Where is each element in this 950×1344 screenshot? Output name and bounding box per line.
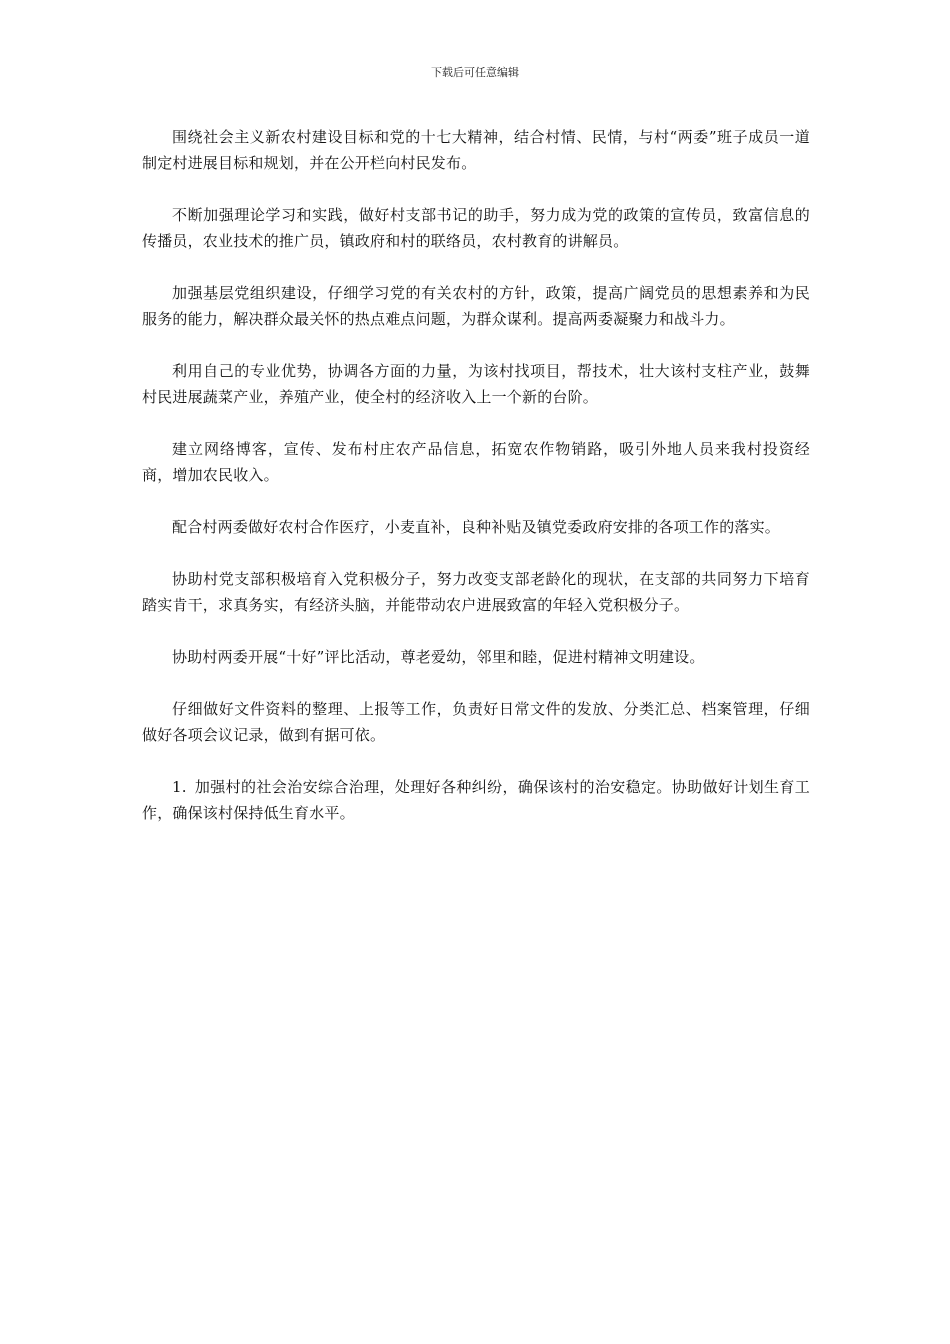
document-body — [142, 124, 810, 852]
paragraph: 协助村两委开展“十好”评比活动，尊老爱幼，邻里和睦，促进村精神文明建设。 — [172, 648, 705, 666]
numbered-paragraph — [142, 774, 810, 826]
paragraph: 仔细做好文件资料的整理、上报等工作，负责好日常文件的发放、分类汇总、档案管理，仔细做好各项会议记录，做到有据可依。 — [142, 700, 810, 744]
header-note: 下载后可任意编辑 — [431, 66, 519, 79]
paragraph: 加强基层党组织建设，仔细学习党的有关农村的方针，政策，提高广阔党员的思想素养和为民服务的能力，解决群众最关怀的热点难点问题，为群众谋利。提高两委凝聚力和战斗力。 — [142, 284, 810, 328]
paragraph: 协助村党支部积极培育入党积极分子，努力改变支部老龄化的现状，在支部的共同努力下培育踏实肯干，求真务实，有经济头脑，并能带动农户进展致富的年轻入党积极分子。 — [142, 570, 810, 614]
paragraph: 建立网络博客，宣传、发布村庄农产品信息，拓宽农作物销路，吸引外地人员来我村投资经商，增加农民收入。 — [142, 440, 810, 484]
paragraph: 围绕社会主义新农村建设目标和党的十七大精神，结合村情、民情，与村“两委”班子成员一道制定村进展目标和规划，并在公开栏向村民发布。 — [142, 128, 810, 172]
numbered-paragraph-text: 加强村的社会治安综合治理，处理好各种纠纷，确保该村的治安稳定。协助做好计划生育工作，确保该村保持低生育水平。 — [142, 778, 810, 822]
paragraph: 利用自己的专业优势，协调各方面的力量，为该村找项目，帮技术，壮大该村支柱产业，鼓舞村民进展蔬菜产业，养殖产业，使全村的经济收入上一个新的台阶。 — [142, 362, 810, 406]
paragraph: 不断加强理论学习和实践，做好村支部书记的助手，努力成为党的政策的宣传员，致富信息的传播员，农业技术的推广员，镇政府和村的联络员，农村教育的讲解员。 — [142, 206, 810, 250]
list-number: 1. — [172, 778, 187, 796]
paragraph: 配合村两委做好农村合作医疗，小麦直补，良种补贴及镇党委政府安排的各项工作的落实。 — [172, 518, 781, 536]
